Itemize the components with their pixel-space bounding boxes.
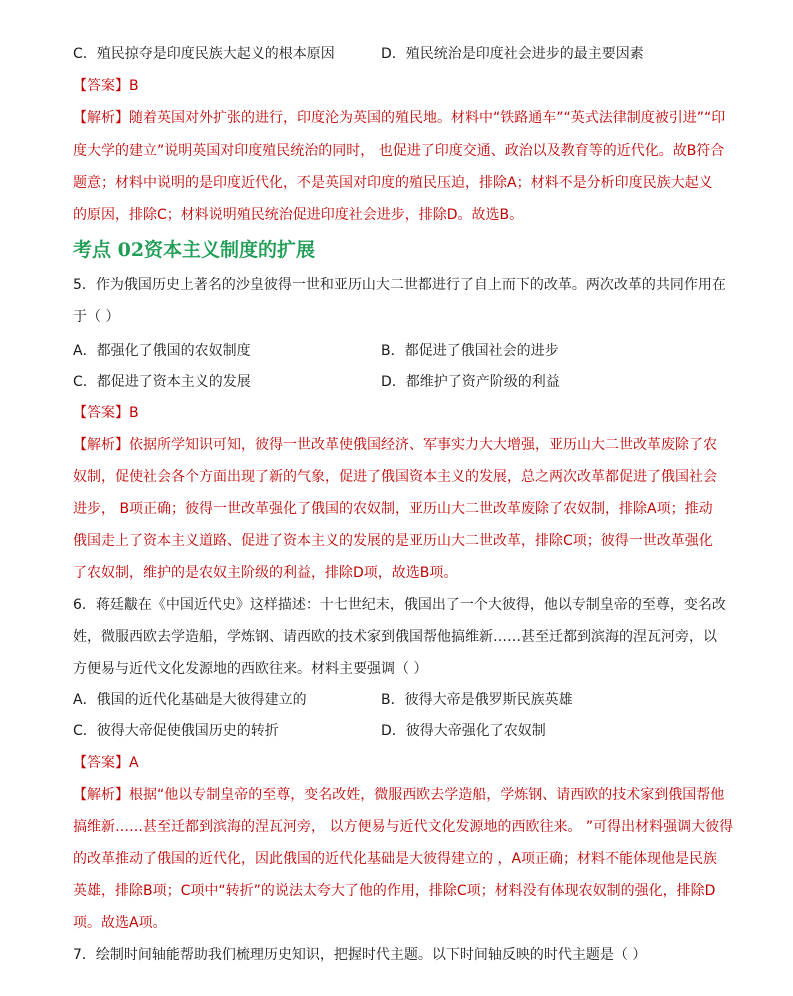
q5-analysis-line-1 — [73, 435, 717, 455]
q6-option-b: B．彼得大帝是俄罗斯民族英雄 — [381, 692, 573, 708]
q5-option-a: A．都强化了俄国的农奴制度 — [73, 343, 251, 359]
q6-stem-line-1: 6．蒋廷黻在《中国近代史》这样描述：十七世纪末，俄国出了一个大彼得，他以专制皇帝的至尊，变名改 — [73, 597, 726, 613]
analysis-text: 依据所学知识可知，彼得一世改革使俄国经济、军事实力大大增强，亚历山大二世改革废除了农 — [129, 437, 717, 453]
answer-value: A — [129, 755, 139, 771]
q4-answer — [73, 76, 139, 96]
q4-analysis-line-4: 的原因，排除C；材料说明殖民统治促进印度社会进步，排除D。故选B。 — [73, 207, 524, 223]
answer-label: 【答案】 — [73, 755, 129, 771]
q5-stem-line-2: 于（ ） — [73, 309, 120, 325]
q6-analysis-line-2: 搞维新……甚至迁都到滨海的涅瓦河旁， 以方便易与近代文化发源地的西欧往来。 ”可得出材料强调大彼得 — [73, 819, 734, 835]
analysis-label: 【解析】 — [73, 787, 129, 803]
analysis-text: 随着英国对外扩张的进行，印度沦为英国的殖民地。材料中“铁路通车”“英式法律制度被引进”“印 — [129, 110, 726, 126]
answer-value: B — [129, 78, 139, 94]
q5-stem-line-1: 5．作为俄国历史上著名的沙皇彼得一世和亚历山大二世都进行了自上而下的改革。两次改革的共同作用在 — [73, 277, 726, 293]
q7-stem-line-1: 7．绘制时间轴能帮助我们梳理历史知识，把握时代主题。以下时间轴反映的时代主题是（ ） — [73, 947, 647, 963]
q5-option-c: C．都促进了资本主义的发展 — [73, 374, 251, 390]
q5-analysis-line-5: 了农奴制，维护的是农奴主阶级的利益，排除D项，故选B项。 — [73, 565, 458, 581]
q4-analysis-line-2: 度大学的建立”说明英国对印度殖民统治的同时， 也促进了印度交通、政治以及教育等的近代化。故B符合 — [73, 143, 725, 159]
q5-analysis-line-2: 奴制，促使社会各个方面出现了新的气象，促进了俄国资本主义的发展，总之两次改革都促进了俄国社会 — [73, 469, 717, 485]
q6-answer — [73, 753, 139, 773]
analysis-label: 【解析】 — [73, 110, 129, 126]
q5-option-b: B．都促进了俄国社会的进步 — [381, 343, 559, 359]
q6-analysis-line-4: 英雄，排除B项；C项中“转折”的说法太夸大了他的作用，排除C项；材料没有体现农奴制的强化，排除D — [73, 883, 716, 899]
q5-option-d: D．都维护了资产阶级的利益 — [381, 374, 560, 390]
q6-option-c: C．彼得大帝促使俄国历史的转折 — [73, 723, 279, 739]
analysis-label: 【解析】 — [73, 437, 129, 453]
q5-answer — [73, 403, 139, 423]
q4-analysis-line-1 — [73, 108, 725, 128]
q4-analysis-line-3: 题意；材料中说明的是印度近代化，不是英国对印度的殖民压迫，排除A；材料不是分析印度民族大起义 — [73, 175, 713, 191]
section-title: 考点 02资本主义制度的扩展 — [73, 239, 316, 261]
q6-stem-line-2: 姓，微服西欧去学造船，学炼钢、请西欧的技术家到俄国帮他搞维新……甚至迁都到滨海的涅瓦河旁，以 — [73, 629, 717, 645]
q5-analysis-line-4: 俄国走上了资本主义道路、促进了资本主义的发展的是亚历山大二世改革，排除C项；彼得一世改革强化 — [73, 533, 713, 549]
q6-analysis-line-1 — [73, 785, 724, 805]
q6-analysis-line-5: 项。故选A项。 — [73, 915, 167, 931]
answer-label: 【答案】 — [73, 405, 129, 421]
q6-analysis-line-3: 的改革推动了俄国的近代化，因此俄国的近代化基础是大彼得建立的 ，A项正确；材料不能体现他是民族 — [73, 851, 718, 867]
analysis-text: 根据“他以专制皇帝的至尊，变名改姓，微服西欧去学造船，学炼钢、请西欧的技术家到俄国帮他 — [129, 787, 725, 803]
q6-option-a: A．俄国的近代化基础是大彼得建立的 — [73, 692, 307, 708]
q4-option-c: C．殖民掠夺是印度民族大起义的根本原因 — [73, 46, 335, 62]
q5-analysis-line-3: 进步， B项正确；彼得一世改革强化了俄国的农奴制，亚历山大二世改革废除了农奴制，排除A项；推动 — [73, 501, 713, 517]
q6-stem-line-3: 方便易与近代文化发源地的西欧往来。材料主要强调（ ） — [73, 661, 428, 677]
q6-option-d: D．彼得大帝强化了农奴制 — [381, 723, 546, 739]
q4-option-d: D．殖民统治是印度社会进步的最主要因素 — [381, 46, 644, 62]
answer-value: B — [129, 405, 139, 421]
answer-label: 【答案】 — [73, 78, 129, 94]
